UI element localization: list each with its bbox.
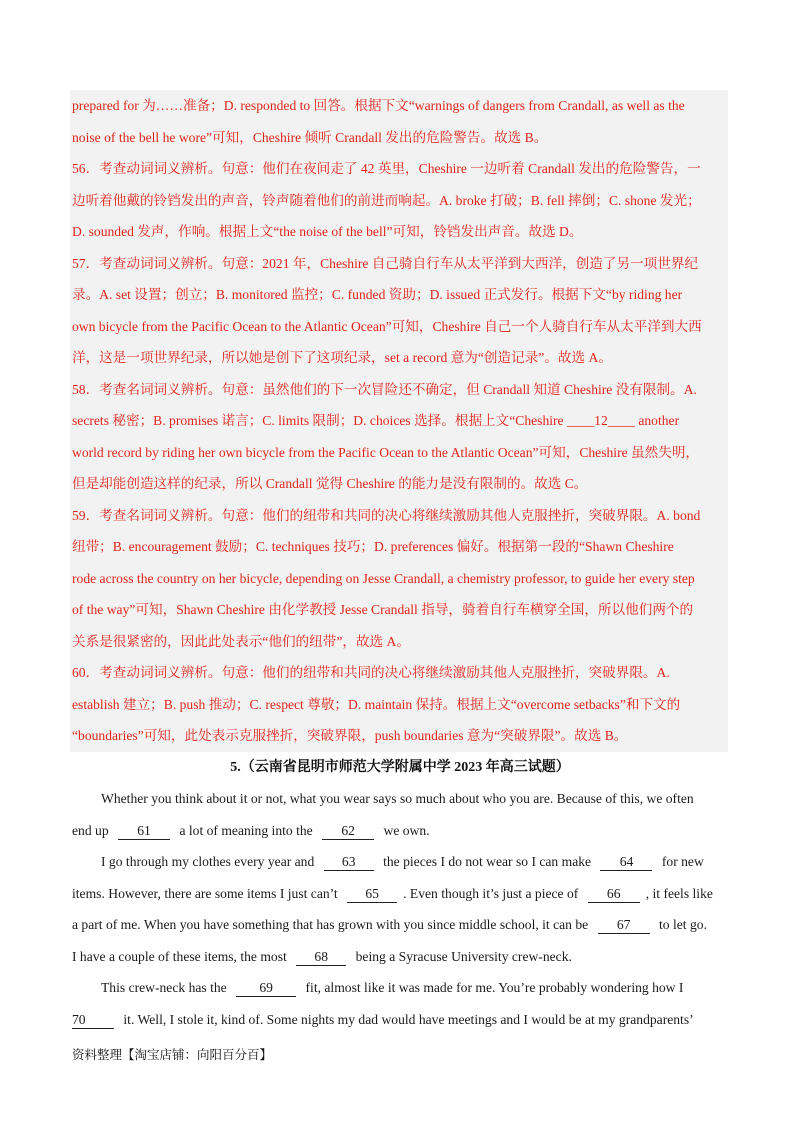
passage-line: Whether you think about it or not, what you wear says so much about who you are. Because of this, we often <box>101 791 694 806</box>
answer-line: 录。A. set 设置；创立；B. monitored 监控；C. funded 资助；D. issued 正式发行。根据下文“by riding her <box>72 287 683 302</box>
answer-line: 洋，这是一项世界纪录，所以她是创下了这项纪录，set a record 意为“创造记录”。故选 A。 <box>72 350 612 365</box>
blank-69: 69 <box>236 980 296 997</box>
passage-text: the pieces I do not wear so I can make <box>383 854 592 869</box>
passage-text: , it feels like <box>645 885 713 901</box>
answer-line: 边听着他戴的铃铛发出的声音，铃声随着他们的前进而响起。A. broke 打破；B. fell 摔倒；C. shone 发光； <box>72 192 701 208</box>
answer-line: noise of the bell he wore”可知，Cheshire 倾听 Crandall 发出的危险警告。故选 B。 <box>72 129 548 145</box>
answer-line: 60．考查动词词义辨析。句意：他们的纽带和共同的决心将继续激励其他人克服挫折，突破界限。A. <box>72 665 670 680</box>
answer-line: 58．考查名词词义辨析。句意：虽然他们的下一次冒险还不确定，但 Crandall 知道 Cheshire 没有限制。A. <box>72 381 697 397</box>
answer-line: 纽带；B. encouragement 鼓励；C. techniques 技巧；D. preferences 偏好。根据第一段的“Shawn Cheshire <box>72 539 674 554</box>
passage-line <box>72 878 728 910</box>
answer-line: secrets 秘密；B. promises 诺言；C. limits 限制；D. choices 选择。根据上文“Cheshire ____12____ another <box>72 413 680 428</box>
answer-line: own bicycle from the Pacific Ocean to the Atlantic Ocean”可知，Cheshire 自己一个人骑自行车从太平洋到大西 <box>72 318 702 334</box>
blank-70: 70 <box>72 1012 114 1029</box>
answer-line: 59．考查名词词义辨析。句意：他们的纽带和共同的决心将继续激励其他人克服挫折，突破界限。A. bond <box>72 507 701 523</box>
passage-text: we own. <box>383 822 430 838</box>
passage-text: fit, almost like it was made for me. You’re probably wondering how I <box>305 980 684 995</box>
footer-source-note: 资料整理【淘宝店铺：向阳百分百】 <box>72 1047 273 1062</box>
passage-line <box>72 972 728 1004</box>
answer-line: 57．考查动词词义辨析。句意：2021 年，Cheshire 自己骑自行车从太平洋到大西洋，创造了另一项世界纪 <box>72 255 699 271</box>
passage-line <box>72 941 728 973</box>
answer-line: prepared for 为……准备；D. responded to 回答。根据下文“warnings of dangers from Crandall, as well as the <box>72 98 685 113</box>
passage-text: it. Well, I stole it, kind of. Some nights my dad would have meetings and I would be at my grandparents’ <box>123 1011 694 1027</box>
passage-text: . Even though it’s just a piece of <box>403 885 579 901</box>
answer-line: of the way”可知，Shawn Cheshire 由化学教授 Jesse Crandall 指导，骑着自行车横穿全国，所以他们两个的 <box>72 602 694 617</box>
blank-66: 66 <box>588 886 640 903</box>
passage-text: items. However, there are some items I just can’t <box>72 885 338 901</box>
passage-line <box>72 909 728 941</box>
passage-text: to let go. <box>659 917 707 932</box>
passage-text: This crew-neck has the <box>101 980 227 995</box>
cloze-passage <box>72 783 728 1035</box>
blank-65: 65 <box>347 886 397 903</box>
passage-line <box>72 815 728 847</box>
passage-line <box>72 846 728 878</box>
blank-64: 64 <box>600 854 652 871</box>
passage-text: I have a couple of these items, the most <box>72 948 287 964</box>
blank-63: 63 <box>324 854 374 871</box>
passage-text: end up <box>72 822 109 838</box>
blank-67: 67 <box>598 917 650 934</box>
answer-line: world record by riding her own bicycle from the Pacific Ocean to the Atlantic Ocean”可知，Cheshire 虽然失明， <box>72 444 700 460</box>
answer-line: 关系是很紧密的，因此此处表示“他们的纽带”，故选 A。 <box>72 633 410 649</box>
passage-text: a part of me. When you have something that has grown with you since middle school, it can be <box>72 917 589 932</box>
answer-line: 56．考查动词词义辨析。句意：他们在夜间走了 42 英里，Cheshire 一边听着 Crandall 发出的危险警告，一 <box>72 161 701 176</box>
passage-text: for new <box>661 854 704 869</box>
blank-68: 68 <box>296 949 346 966</box>
answer-explanations <box>70 90 728 752</box>
blank-61: 61 <box>118 823 170 840</box>
passage-text: a lot of meaning into the <box>179 822 313 838</box>
section-title: 5.（云南省昆明市师范大学附属中学 2023 年高三试题） <box>230 760 570 775</box>
answer-line: establish 建立；B. push 推动；C. respect 尊敬；D. maintain 保持。根据上文“overcome setbacks”和下文的 <box>72 696 681 712</box>
passage-text: I go through my clothes every year and <box>101 854 315 869</box>
passage-line <box>72 1004 728 1036</box>
blank-62: 62 <box>322 823 374 840</box>
answer-line: rode across the country on her bicycle, depending on Jesse Crandall, a chemistry professor, to guide her every step <box>72 570 695 586</box>
answer-line: 但是却能创造这样的纪录，所以 Crandall 觉得 Cheshire 的能力是没有限制的。故选 C。 <box>72 476 588 491</box>
answer-line: D. sounded 发声，作响。根据上文“the noise of the bell”可知，铃铛发出声音。故选 D。 <box>72 224 583 239</box>
passage-text: being a Syracuse University crew-neck. <box>355 948 572 964</box>
answer-line: “boundaries”可知，此处表示克服挫折，突破界限，push boundaries 意为“突破界限”。故选 B。 <box>72 728 628 743</box>
